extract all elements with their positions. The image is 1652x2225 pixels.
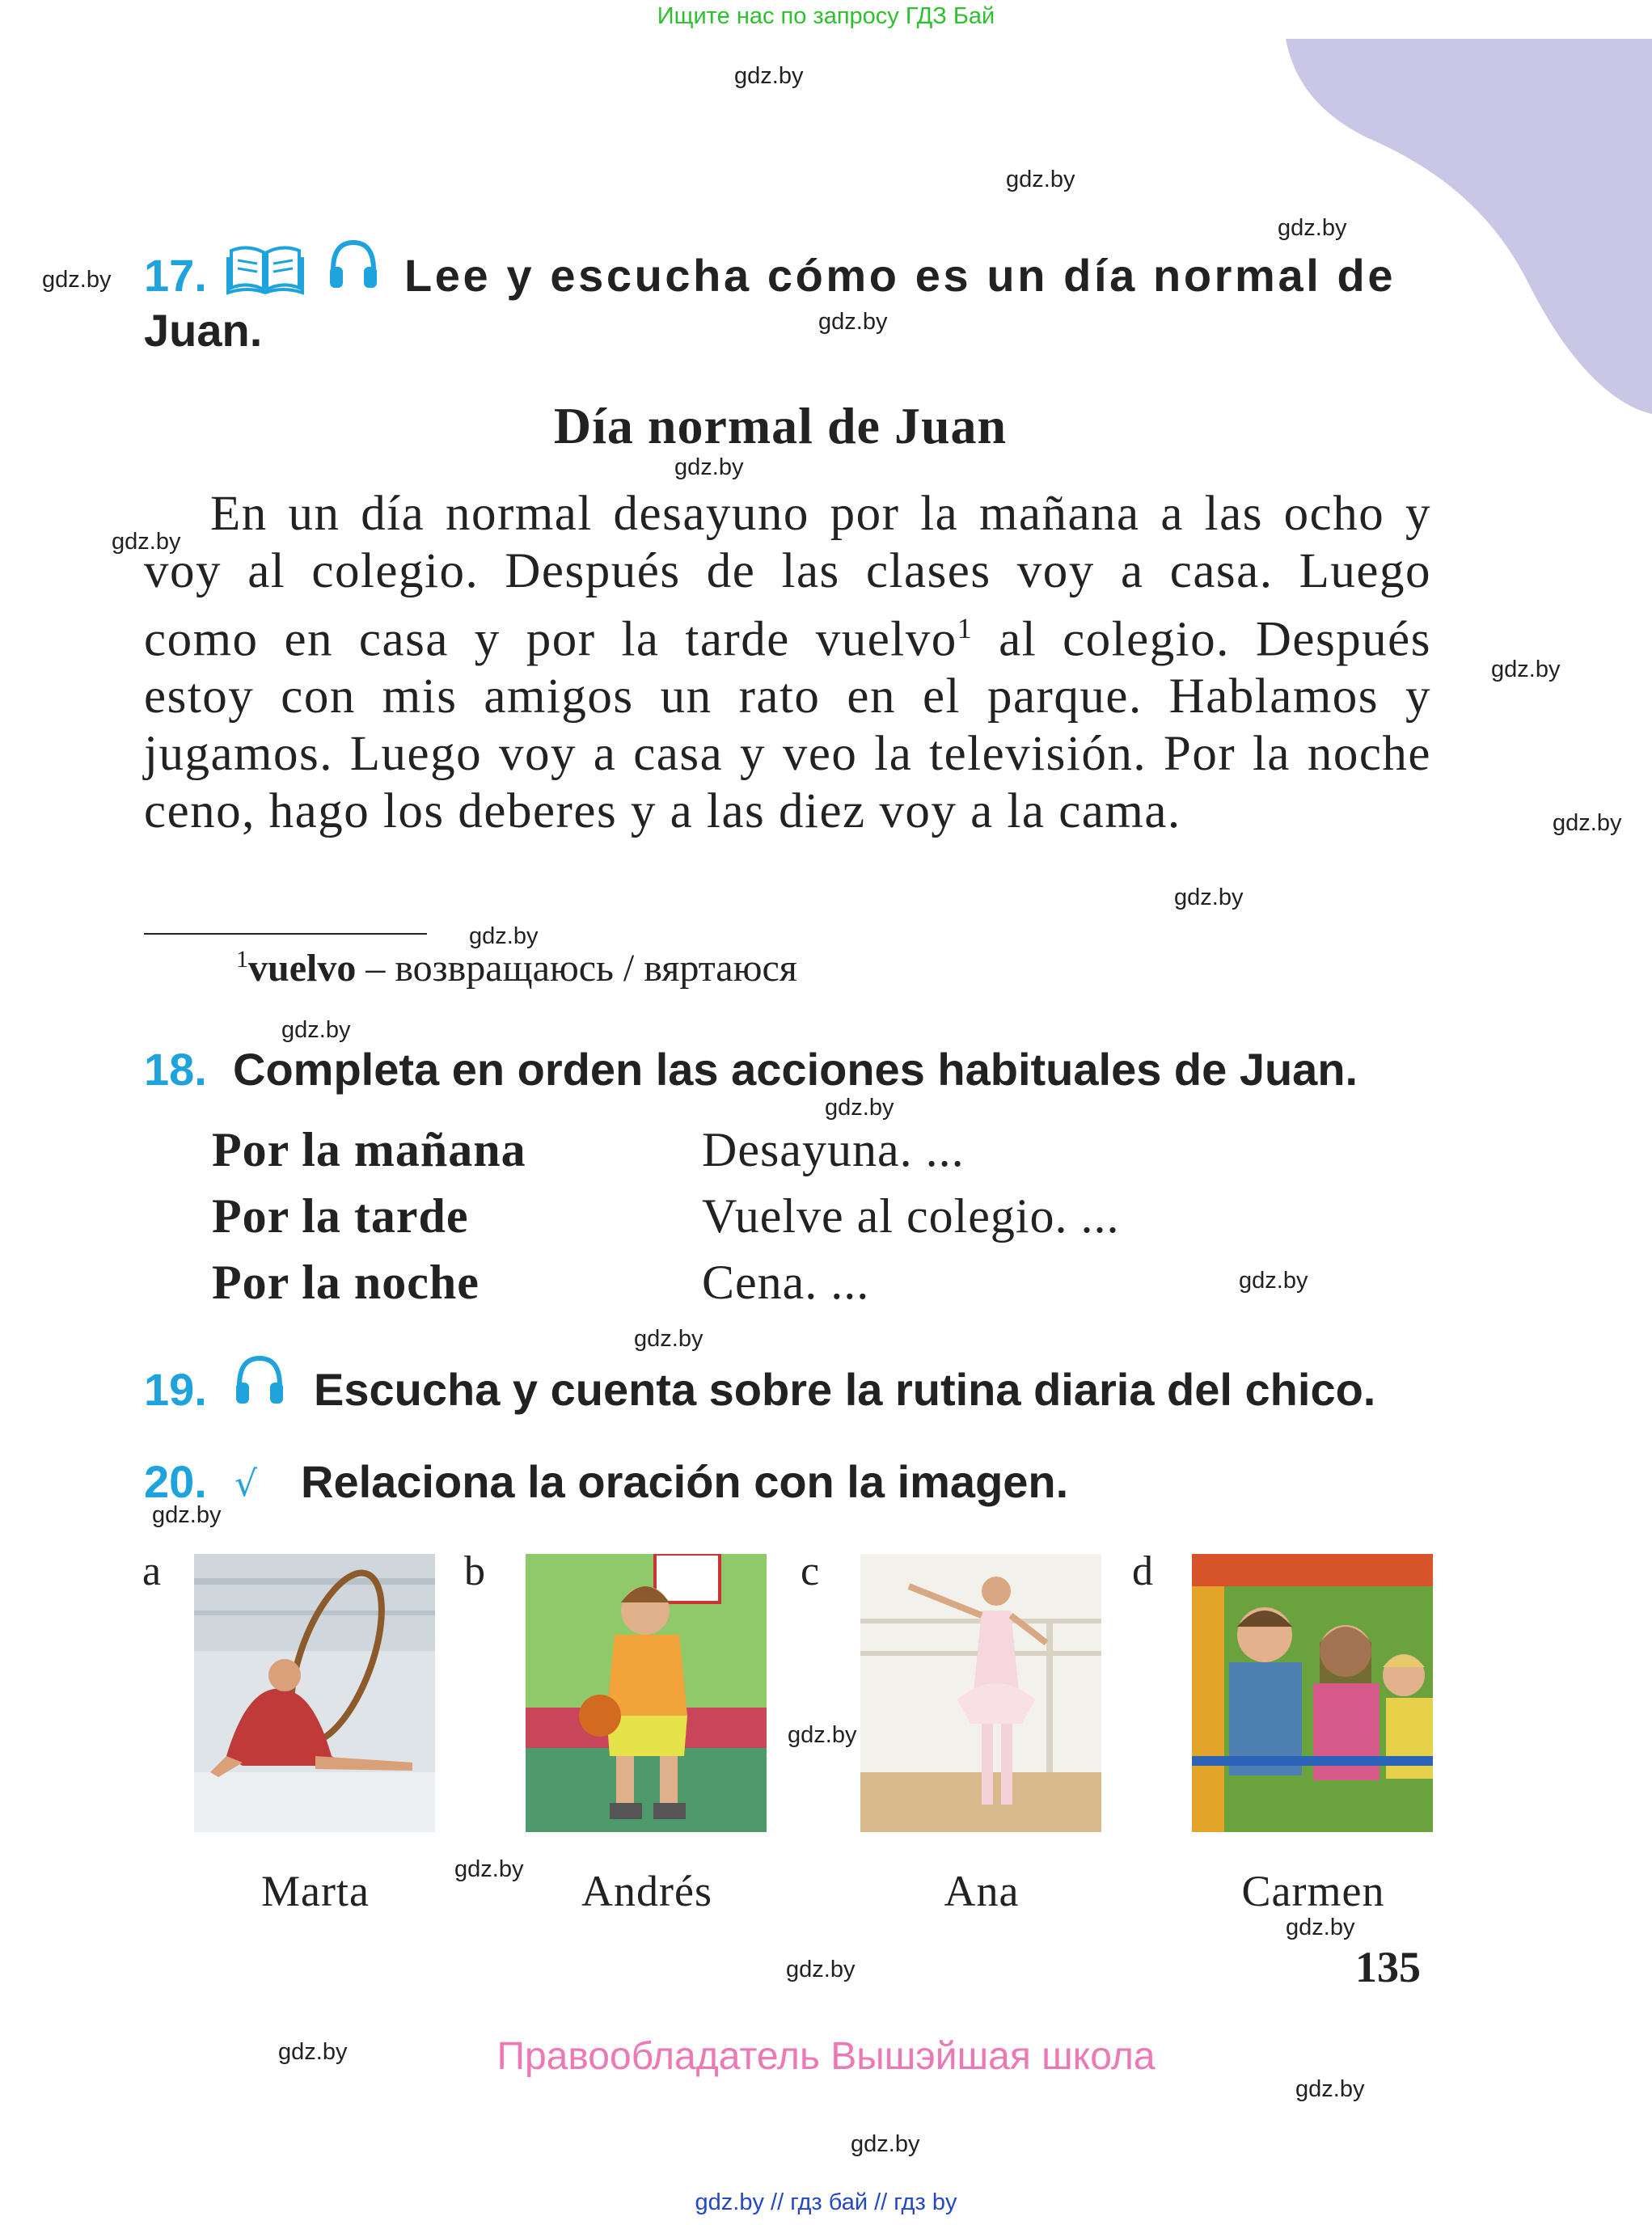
- reading-part-1: En un día normal desayuno por la mañana a las ocho y voy al colegio. Después de las clases voy a casa. Luego como en casa y por la tarde vuelvo: [144, 487, 1431, 667]
- picture-letter-c: c: [801, 1548, 820, 1594]
- picture-name-d: Carmen: [1241, 1867, 1385, 1915]
- picture-letter-b: b: [464, 1548, 485, 1594]
- watermark: gdz.by: [281, 1017, 351, 1043]
- footnote-word: vuelvo: [248, 947, 357, 990]
- routine-value-afternoon: Vuelve al colegio. ...: [702, 1189, 1120, 1243]
- exercise-number: 18.: [144, 1044, 207, 1095]
- routine-value-morning: Desayuna. ...: [702, 1123, 965, 1176]
- routine-label-night: Por la noche: [212, 1256, 480, 1309]
- exercise-17-heading: [144, 249, 207, 302]
- watermark: gdz.by: [1295, 2076, 1365, 2102]
- basketball-boy-photo: [526, 1554, 767, 1832]
- reading-part-2: al colegio. Después estoy con mis amigos un rato en el parque. Hablamos y jugamos. Luego voy a casa y veo la televisión. Por la noche ceno, hago los deberes y a las diez voy a la cama.: [144, 612, 1431, 839]
- exercise-19-heading: [144, 1363, 207, 1416]
- routine-label-afternoon: Por la tarde: [212, 1189, 469, 1243]
- page-number: 135: [1355, 1943, 1421, 1991]
- footnote: [236, 946, 797, 990]
- exercise-20-text: Relaciona la oración con la imagen.: [301, 1456, 1069, 1507]
- exercise-17-text-line2: Juan.: [144, 305, 263, 356]
- picture-letter-d: d: [1132, 1548, 1153, 1594]
- watermark: gdz.by: [1174, 885, 1244, 910]
- routine-value-night: Cena. ...: [702, 1256, 870, 1309]
- watermark: gdz.by: [788, 1722, 857, 1748]
- ballerina-photo: [860, 1554, 1101, 1832]
- watermark: gdz.by: [634, 1326, 703, 1352]
- exercise-18-heading: [144, 1043, 207, 1096]
- headphones-icon: [327, 238, 380, 293]
- watermark: gdz.by: [42, 267, 112, 293]
- watermark: gdz.by: [1491, 657, 1561, 682]
- watermark: gdz.by: [469, 923, 539, 949]
- exercise-number: 19.: [144, 1364, 207, 1415]
- watermark: gdz.by: [152, 1502, 222, 1528]
- routine-label-morning: Por la mañana: [212, 1123, 526, 1176]
- corner-decoration: [0, 0, 1652, 453]
- reading-text: [144, 485, 1431, 840]
- watermark: gdz.by: [1278, 215, 1347, 241]
- exercise-17-text-line1: Lee y escucha cómo es un día normal de: [404, 250, 1396, 301]
- watermark: gdz.by: [1553, 810, 1622, 836]
- bottom-links[interactable]: gdz.by // гдз бай // гдз by: [695, 2189, 957, 2215]
- reading-title: Día normal de Juan: [553, 397, 1008, 454]
- watermark: gdz.by: [825, 1095, 894, 1121]
- watermark: gdz.by: [1239, 1268, 1308, 1294]
- watermark: gdz.by: [674, 454, 744, 480]
- watermark: gdz.by: [734, 63, 804, 89]
- exercise-number: 20.: [144, 1456, 207, 1507]
- top-search-note: Ищите нас по запросу ГДЗ Бай: [657, 3, 995, 29]
- footnote-marker: 1: [236, 946, 248, 973]
- exercise-number: 17.: [144, 250, 207, 301]
- exercise-20-heading: [144, 1455, 207, 1508]
- watermark: gdz.by: [1286, 1915, 1355, 1940]
- watermark: gdz.by: [1006, 167, 1075, 192]
- picture-letter-a: a: [142, 1548, 162, 1594]
- watermark: gdz.by: [851, 2131, 920, 2157]
- picture-name-a: Marta: [261, 1867, 370, 1915]
- check-icon: √: [234, 1463, 258, 1505]
- watermark: gdz.by: [454, 1856, 524, 1882]
- exercise-18-text: Completa en orden las acciones habituales de Juan.: [233, 1044, 1358, 1095]
- book-icon: [226, 243, 304, 296]
- picture-name-b: Andrés: [581, 1867, 712, 1915]
- footnote-translation: – возвращаюсь / вяртаюся: [356, 947, 797, 990]
- picture-name-c: Ana: [944, 1867, 1020, 1915]
- copyright-owner: Правообладатель Вышэйшая школа: [496, 2035, 1156, 2078]
- gymnast-photo: [194, 1554, 435, 1832]
- headphones-icon: [233, 1353, 286, 1408]
- watermark: gdz.by: [818, 309, 888, 335]
- watermark: gdz.by: [786, 1957, 856, 1982]
- footnote-ref: 1: [957, 612, 974, 644]
- watermark: gdz.by: [278, 2039, 348, 2065]
- kids-playground-photo: [1192, 1554, 1433, 1832]
- footnote-divider: [144, 933, 427, 935]
- watermark: gdz.by: [112, 529, 181, 555]
- exercise-19-text: Escucha y cuenta sobre la rutina diaria del chico.: [314, 1364, 1376, 1415]
